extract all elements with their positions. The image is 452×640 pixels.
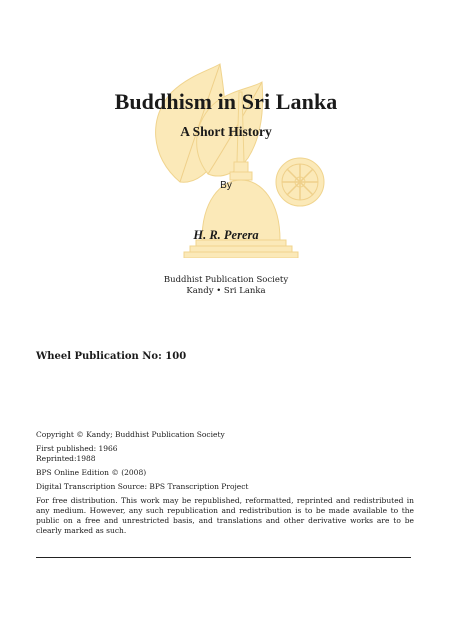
online-edition: BPS Online Edition © (2008) bbox=[36, 468, 147, 477]
wheel-publication-number: Wheel Publication No: 100 bbox=[36, 351, 187, 362]
publisher-name: Buddhist Publication Society bbox=[163, 275, 289, 285]
author-name: H. R. Perera bbox=[193, 228, 259, 242]
document-subtitle: A Short History bbox=[180, 124, 272, 139]
publisher-location: Kandy • Sri Lanka bbox=[186, 286, 266, 296]
distribution-notice: For free distribution. This work may be republished, reformatted, reprinted and redistributed in any medium. However, any such republication and redistribution is to be made available to the public on a free and unrestricted basis, and translations and other derivative works are to be clearly marked as such. bbox=[36, 496, 414, 535]
first-published: First published: 1966 bbox=[36, 444, 118, 453]
copyright-notice: Copyright © Kandy; Buddhist Publication Society bbox=[36, 430, 225, 439]
publisher-block bbox=[0, 275, 452, 297]
reprinted: Reprinted:1988 bbox=[36, 454, 96, 463]
publication-dates bbox=[36, 444, 414, 464]
document-title: Buddhism in Sri Lanka bbox=[114, 89, 338, 114]
transcription-source: Digital Transcription Source: BPS Transcription Project bbox=[36, 482, 249, 491]
copyright-block bbox=[36, 430, 414, 540]
by-line: By bbox=[220, 180, 232, 191]
footer-divider bbox=[36, 557, 411, 558]
